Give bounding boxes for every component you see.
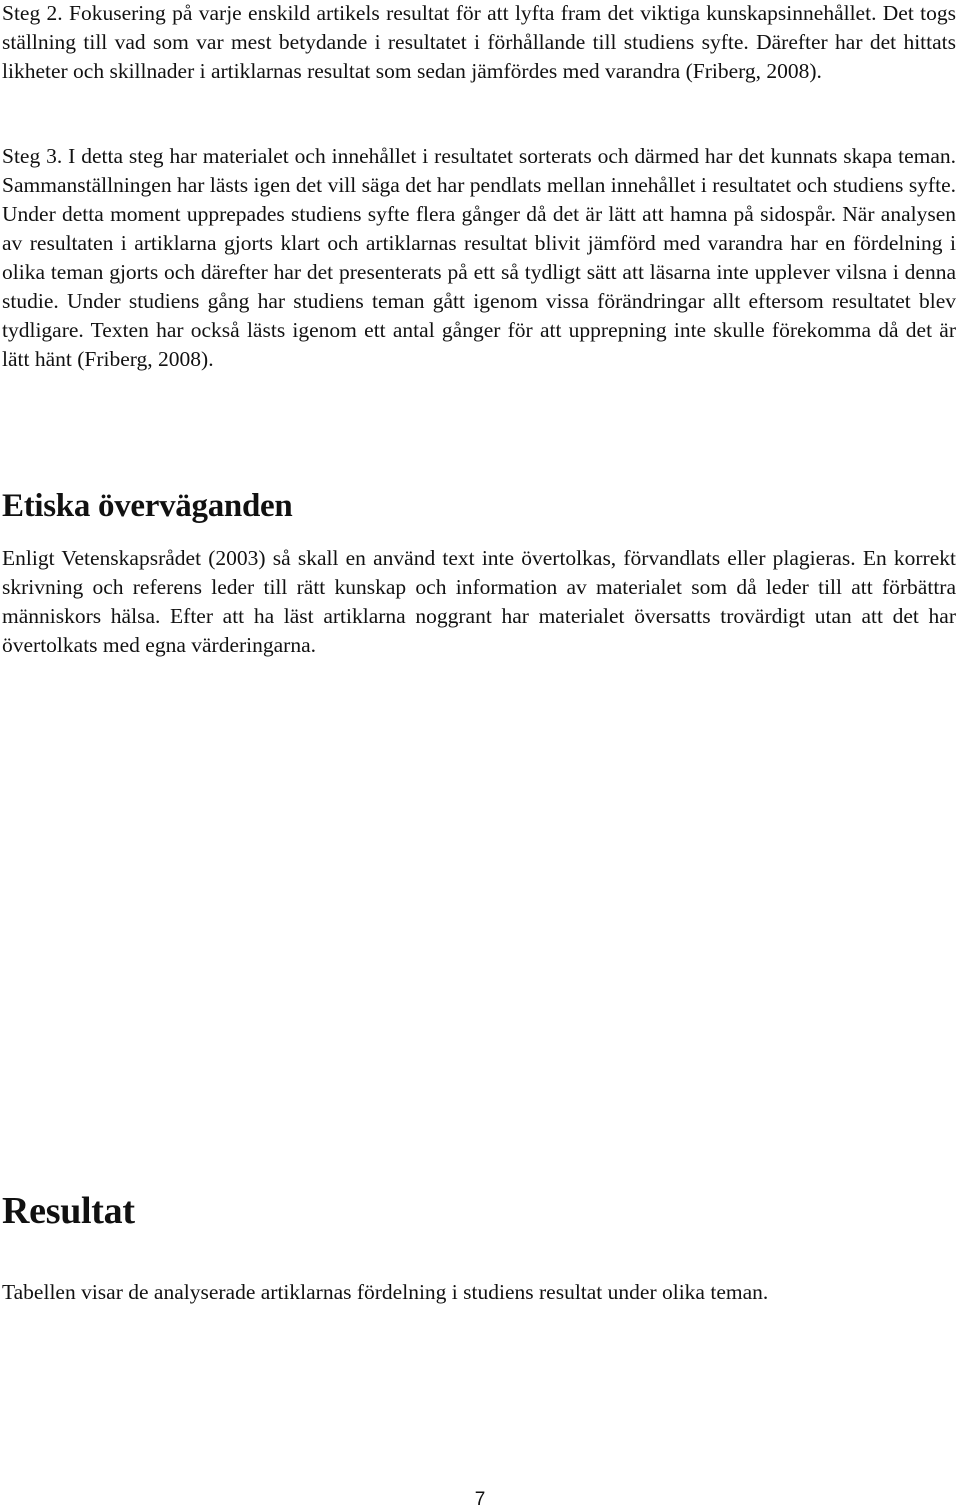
- paragraph-etiska-overvaganden: Enligt Vetenskapsrådet (2003) så skall en använd text inte övertolkas, förvandlats eller plagieras. En korrekt skrivning och referens leder till rätt kunskap och information av materialet som då leder till att förbättra människors hälsa. Efter att ha läst artiklarna noggrant har materialet översatts trovärdigt utan att det har övertolkats med egna värderingarna.: [2, 546, 956, 657]
- page-number: 7: [474, 1489, 486, 1510]
- heading-etiska-overvaganden: Etiska överväganden: [2, 488, 293, 524]
- paragraph-steg-2: Steg 2. Fokusering på varje enskild artikels resultat för att lyfta fram det viktiga kunskapsinnehållet. Det togs ställning till vad som var mest betydande i resultatet i förhållande till studiens syfte. Därefter har det hittats likheter och skillnader i artiklarnas resultat som sedan jämfördes med varandra (Friberg, 2008).: [2, 1, 956, 83]
- paragraph-resultat: Tabellen visar de analyserade artiklarnas fördelning i studiens resultat under olika teman.: [2, 1280, 769, 1304]
- paragraph-steg-3: Steg 3. I detta steg har materialet och innehållet i resultatet sorterats och därmed har det kunnats skapa teman. Sammanställningen har lästs igen det vill säga det har pendlats mellan innehållet i resultatet och studiens syfte. Under detta moment upprepades studiens syfte flera gånger då det är lätt att hamna på sidospår. När analysen av resultaten i artiklarna gjorts klart och artiklarnas resultat blivit jämförd med varandra har en fördelning i olika teman gjorts och därefter har det presenterats på ett så tydligt sätt att läsarna inte upplever vilsna i denna studie. Under studiens gång har studiens teman gått igenom vissa förändringar allt eftersom resultatet blev tydligare. Texten har också lästs igenom ett antal gånger för att upprepning inte skulle förekomma då det är lätt hänt (Friberg, 2008).: [2, 144, 956, 371]
- heading-resultat: Resultat: [2, 1190, 135, 1232]
